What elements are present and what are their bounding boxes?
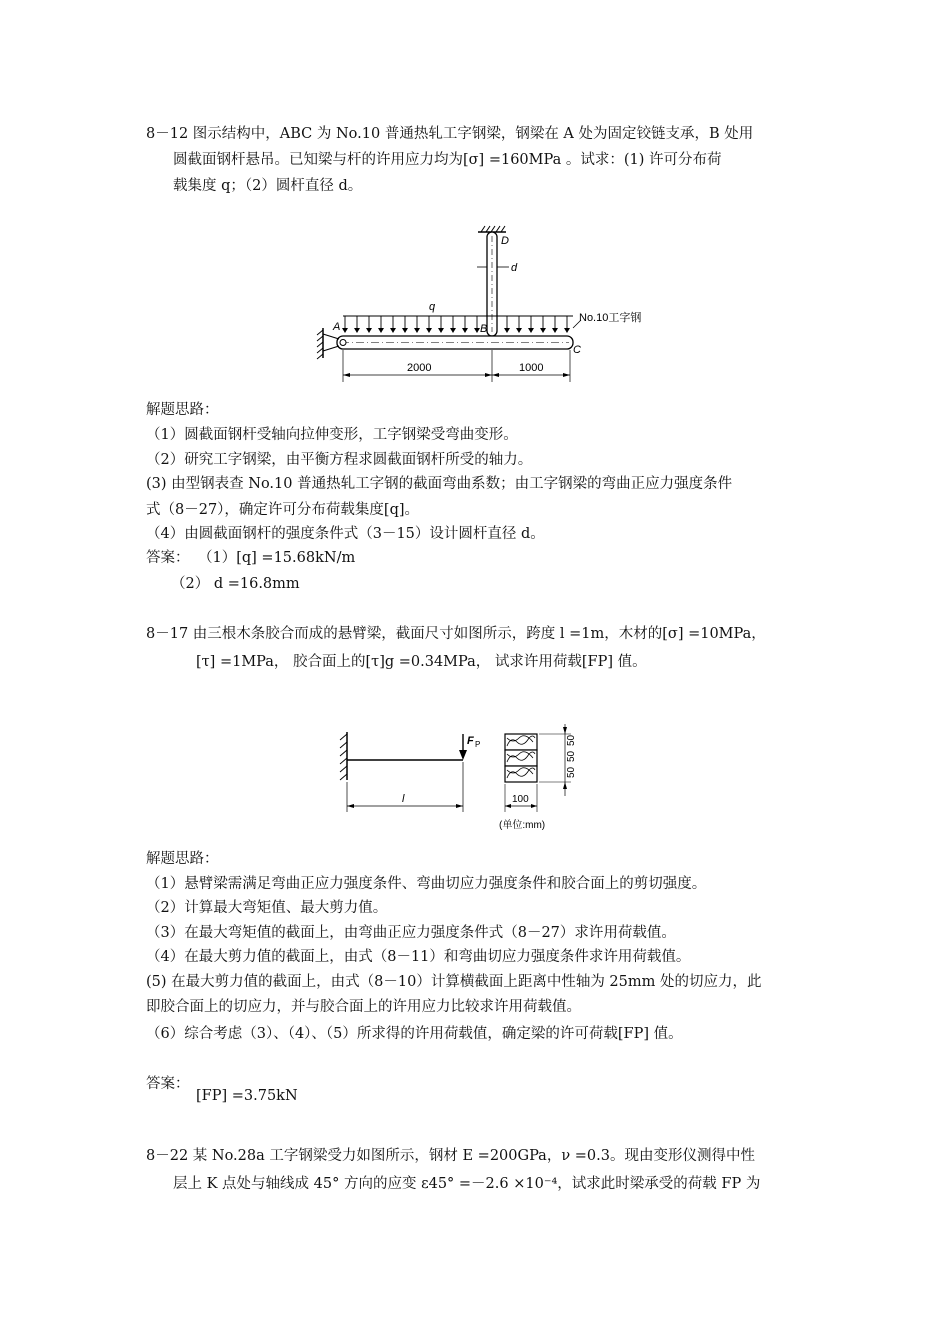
problem1-statement-line1: 8－12 图示结构中，ABC 为 No.10 普通热轧工字钢梁，钢梁在 A 处为固定铰链支承，B 处用 bbox=[146, 126, 754, 142]
problem2-answer-title: 答案： bbox=[146, 1076, 190, 1092]
label-C: C bbox=[573, 344, 581, 356]
unit-label: (单位:mm) bbox=[499, 820, 546, 831]
problem2-statement-line1: 8－17 由三根木条胶合而成的悬臂梁，截面尺寸如图所示，跨度 l =1m，木材的[σ] =10MPa， bbox=[146, 626, 766, 642]
problem2-hint-5: (5) 在最大剪力值的截面上，由式（8－10）计算横截面上距离中性轴为 25mm 处的切应力，此 bbox=[146, 974, 762, 990]
label-D: D bbox=[501, 235, 509, 247]
label-l: l bbox=[402, 793, 405, 805]
dim-100: 100 bbox=[512, 794, 529, 805]
problem1-statement-line3: 载集度 q；（2）圆杆直径 d。 bbox=[173, 178, 363, 194]
problem3-statement-line2: 层上 K 点处与轴线成 45° 方向的应变 ε45° =－2.6 ×10⁻⁴，试求此时梁承受的荷载 FP 为 bbox=[173, 1176, 761, 1192]
problem1-hint-3-cont: 式（8－27），确定许可分布荷载集度[q]。 bbox=[146, 502, 420, 518]
label-d: d bbox=[511, 262, 518, 274]
problem2-hint-5-cont: 即胶合面上的切应力，并与胶合面上的许用应力比较求许用荷载值。 bbox=[146, 999, 581, 1015]
beam-rod-figure bbox=[315, 222, 665, 390]
problem2-hint-1: （1）悬臂梁需满足弯曲正应力强度条件、弯曲切应力强度条件和胶合面上的剪切强度。 bbox=[146, 876, 707, 892]
beam-label: No.10工字钢 bbox=[579, 312, 642, 324]
problem1-hint-1: （1）圆截面钢杆受轴向拉伸变形，工字钢梁受弯曲变形。 bbox=[146, 427, 518, 443]
problem2-hint-4: （4）在最大剪力值的截面上，由式（8－11）和弯曲切应力强度条件求许用荷载值。 bbox=[146, 949, 691, 965]
problem1-hint-3: (3) 由型钢表查 No.10 普通热轧工字钢的截面弯曲系数；由工字钢梁的弯曲正应力强度条件 bbox=[146, 476, 733, 492]
problem2-statement-line2: [τ] =1MPa， 胶合面上的[τ]g =0.34MPa， 试求许用荷载[FP] 值。 bbox=[196, 654, 647, 670]
problem1-hint-4: （4）由圆截面钢杆的强度条件式（3－15）设计圆杆直径 d。 bbox=[146, 526, 545, 542]
label-F: F bbox=[467, 735, 474, 747]
problem3-statement-line1: 8－22 某 No.28a 工字钢梁受力如图所示，钢材 E =200GPa，ν =0.3。现由变形仪测得中性 bbox=[146, 1148, 755, 1164]
problem2-hint-6: （6）综合考虑（3）、（4）、（5）所求得的许用荷载值，确定梁的许可荷载[FP] 值。 bbox=[146, 1026, 683, 1042]
dim-right: 1000 bbox=[519, 362, 544, 374]
dim-50-bottom: 50 bbox=[566, 766, 577, 778]
problem2-hint-2: （2）计算最大弯矩值、最大剪力值。 bbox=[146, 900, 388, 916]
problem1-statement-line2: 圆截面钢杆悬吊。已知梁与杆的许用应力均为[σ] =160MPa 。试求：(1) 许可分布荷 bbox=[173, 152, 722, 168]
problem2-hints-title: 解题思路： bbox=[146, 851, 219, 867]
problem1-hints-title: 解题思路： bbox=[146, 402, 219, 418]
problem2-hint-3: （3）在最大弯矩值的截面上，由弯曲正应力强度条件式（8－27）求许用荷载值。 bbox=[146, 925, 676, 941]
dim-left: 2000 bbox=[407, 362, 432, 374]
problem1-answer-title: 答案： bbox=[146, 550, 190, 566]
cantilever-figure bbox=[335, 720, 585, 838]
dim-50-mid: 50 bbox=[566, 750, 577, 762]
problem1-answer-1: （1）[q] =15.68kN/m bbox=[198, 550, 356, 566]
label-q: q bbox=[429, 301, 436, 313]
dim-50-top: 50 bbox=[566, 734, 577, 746]
problem1-answer-2: （2） d =16.8mm bbox=[171, 576, 300, 592]
problem1-hint-2: （2）研究工字钢梁，由平衡方程求圆截面钢杆所受的轴力。 bbox=[146, 452, 533, 468]
problem2-answer: [FP] =3.75kN bbox=[196, 1088, 298, 1104]
label-F-sub: P bbox=[475, 740, 481, 749]
label-A: A bbox=[333, 321, 341, 333]
label-B: B bbox=[480, 323, 488, 335]
